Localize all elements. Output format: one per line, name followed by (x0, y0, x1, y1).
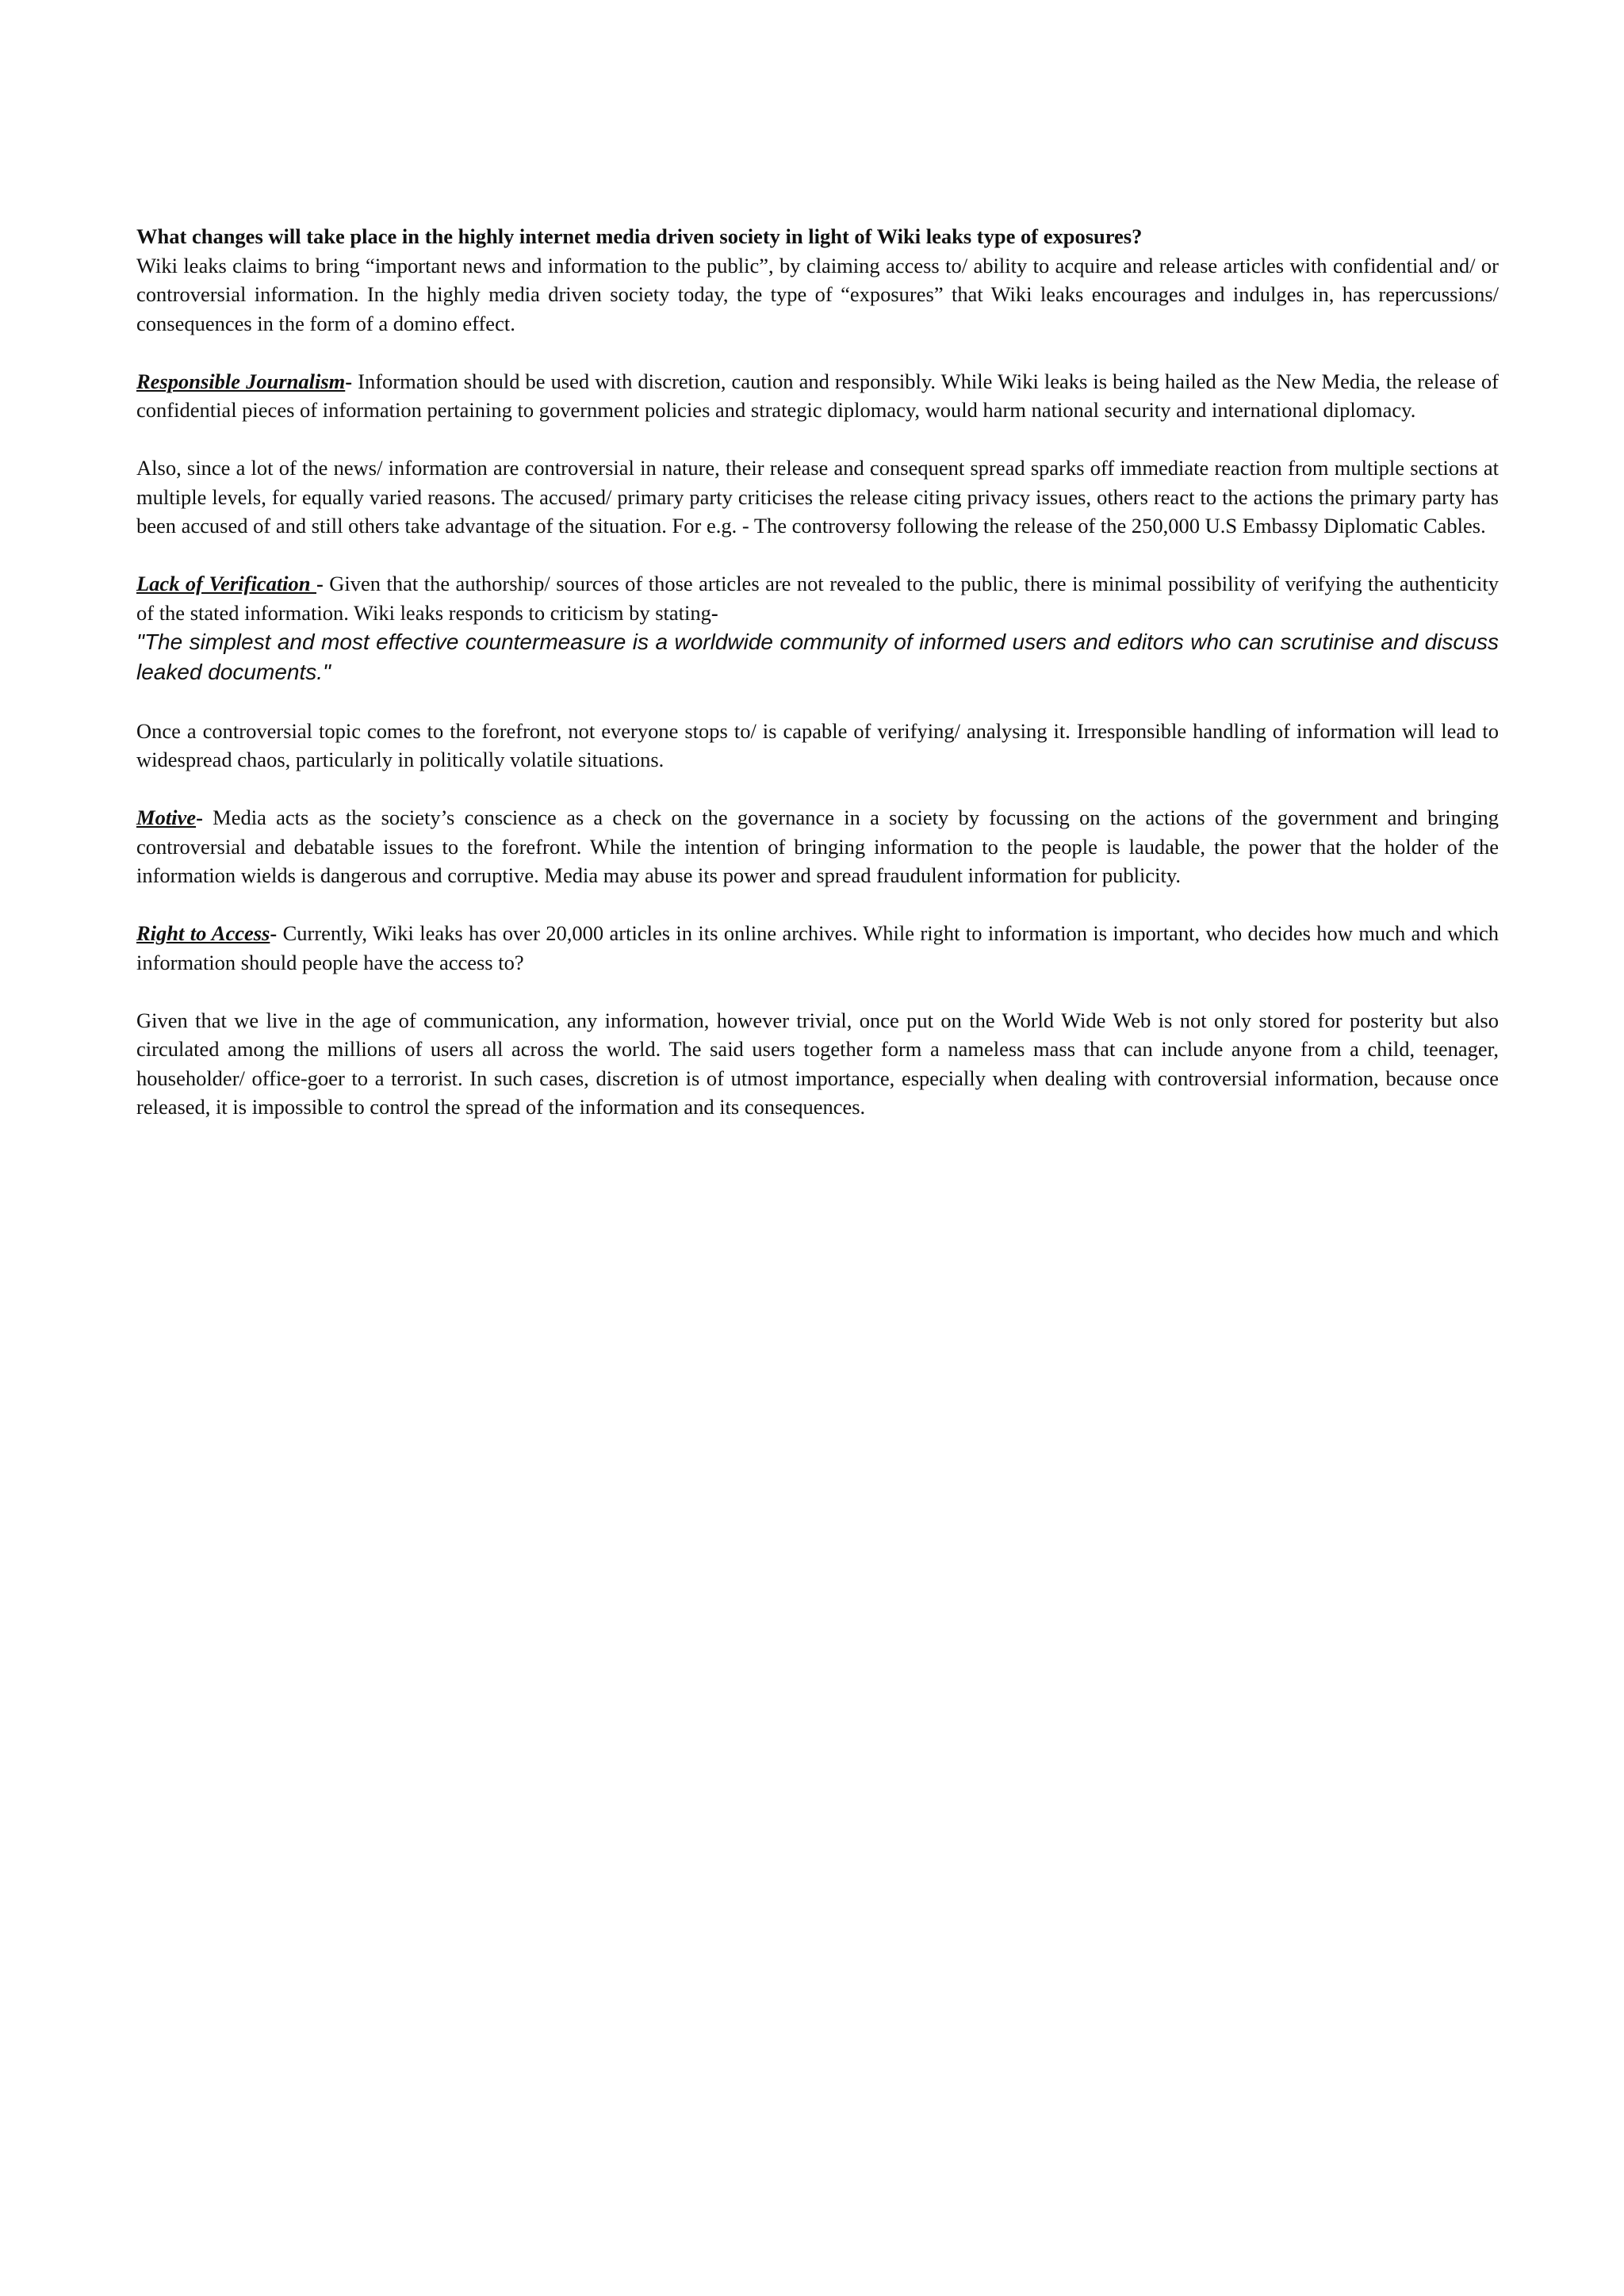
wikileaks-quote: "The simplest and most effective countermeasure is a worldwide community of informed users and editors who can scrutinise and discuss leaked documents." (136, 629, 1499, 684)
document-page (136, 222, 1499, 1122)
also-paragraph: Also, since a lot of the news/ information are controversial in nature, their release and consequent spread sparks off immediate reaction from multiple sections at multiple levels, for equally varied reasons. The accused/ primary party criticises the release citing privacy issues, others react to the actions the primary party has been accused of and still others take advantage of the situation. For e.g. - The controversy following the release of the 250,000 U.S Embassy Diplomatic Cables. (136, 456, 1499, 538)
motive-heading: Motive (136, 806, 197, 829)
paragraph-gap (136, 775, 1499, 804)
responsible-journalism-paragraph (136, 367, 1499, 425)
motive-paragraph (136, 803, 1499, 890)
paragraph-gap (136, 687, 1499, 717)
heading-dash: - (316, 572, 324, 595)
right-to-access-text: Currently, Wiki leaks has over 20,000 articles in its online archives. While right to information is important, who decides how much and which information should people have the access to? (136, 921, 1499, 974)
heading-dash: - (345, 369, 353, 393)
paragraph-gap (136, 425, 1499, 454)
stating-dash: - (710, 600, 718, 625)
heading-dash: - (196, 806, 203, 829)
once-paragraph: Once a controversial topic comes to the forefront, not everyone stops to/ is capable of verifying/ analysing it. Irresponsible handling of information will lead to widespread chaos, particularly in politically volatile situations. (136, 718, 1499, 771)
motive-text: Media acts as the society’s conscience as a check on the governance in a society by focussing on the actions of the government and bringing controversial and debatable issues to the forefront. While the intention of bringing information to the people is laudable, the power that the holder of the information wields is dangerous and corruptive. Media may abuse its power and spread fraudulent information for publicity. (136, 806, 1499, 887)
responsible-journalism-heading: Responsible Journalism (136, 369, 346, 393)
given-paragraph: Given that we live in the age of communication, any information, however trivial, once put on the World Wide Web is not only stored for posterity but also circulated among the millions of users all across the world. The said users together form a nameless mass that can include anyone from a child, teenager, householder/ office-goer to a terrorist. In such cases, discretion is of utmost importance, especially when dealing with controversial information, because once released, it is impossible to control the spread of the information and its consequences. (136, 1008, 1499, 1119)
paragraph-gap (136, 541, 1499, 570)
lack-of-verification-paragraph (136, 569, 1499, 627)
lack-of-verification-heading: Lack of Verification (136, 572, 316, 595)
paragraph-gap (136, 890, 1499, 920)
heading-dash: - (270, 921, 278, 945)
lack-of-verification-text: Given that the authorship/ sources of those articles are not revealed to the public, there is minimal possibility of verifying the authenticity of the stated information. Wiki leaks responds to criticism by stating (136, 572, 1499, 625)
paragraph-gap (136, 977, 1499, 1006)
right-to-access-paragraph (136, 919, 1499, 977)
document-title: What changes will take place in the highly internet media driven society in light of Wiki leaks type of exposures? (136, 224, 1143, 248)
responsible-journalism-text: Information should be used with discretion, caution and responsibly. While Wiki leaks is being hailed as the New Media, the release of confidential pieces of information pertaining to government policies and strategic diplomacy, would harm national security and international diplomacy. (136, 369, 1499, 422)
intro-paragraph: Wiki leaks claims to bring “important news and information to the public”, by claiming access to/ ability to acquire and release articles with confidential and/ or controversial information. In the highly media driven society today, the type of “exposures” that Wiki leaks encourages and indulges in, has repercussions/ consequences in the form of a domino effect. (136, 253, 1499, 335)
paragraph-gap (136, 338, 1499, 367)
right-to-access-heading: Right to Access (136, 921, 270, 945)
